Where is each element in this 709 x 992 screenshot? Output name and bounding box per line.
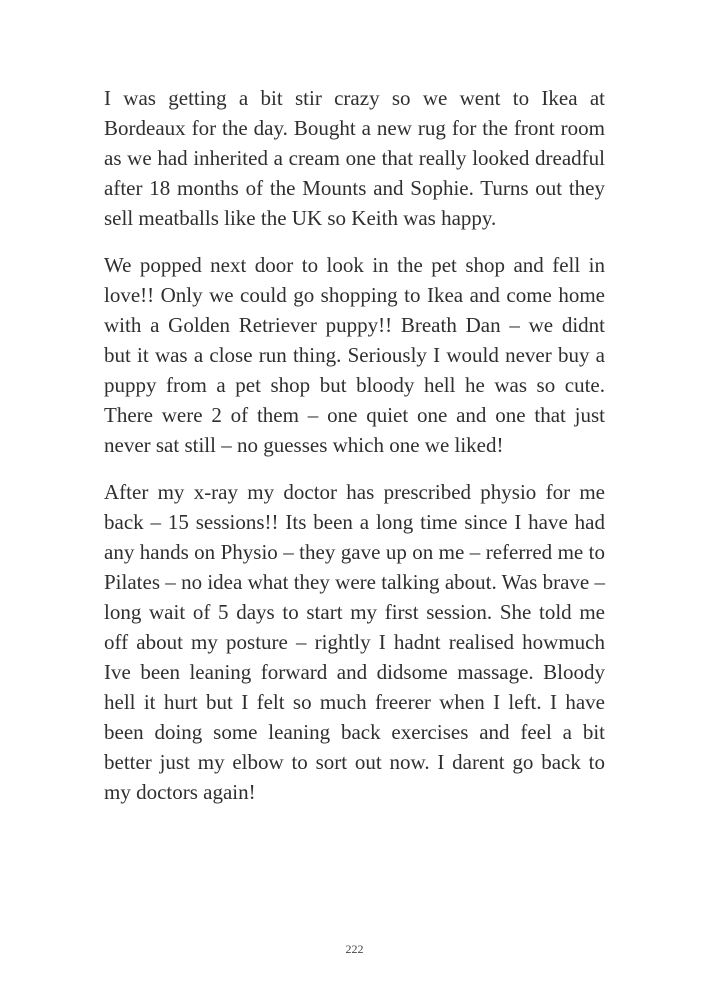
- paragraph-ikea-trip: I was getting a bit stir crazy so we went to Ikea at Bordeaux for the day. Bought a new rug for the front room as we had inherited a cream one that really looked dreadful after 18 months of the Mounts and Sophie. Turns out they sell meatballs like the UK so Keith was happy.: [104, 86, 605, 230]
- page-number: 222: [345, 942, 364, 956]
- body-text: [104, 83, 605, 824]
- paragraph-pet-shop: We popped next door to look in the pet shop and fell in love!! Only we could go shopping to Ikea and come home with a Golden Retriever puppy!! Breath Dan – we didnt but it was a close run thing. Seriously I would never buy a puppy from a pet shop but bloody hell he was so cute. There were 2 of them – one quiet one and one that just never sat still – no guesses which one we liked!: [104, 253, 605, 457]
- paragraph-physio: After my x-ray my doctor has prescribed physio for me back – 15 sessions!! Its been a long time since I have had any hands on Physio – they gave up on me – referred me to Pilates – no idea what they were talking about. Was brave – long wait of 5 days to start my first session. She told me off about my posture – rightly I hadnt realised howmuch Ive been leaning forward and didsome massage. Bloody hell it hurt but I felt so much freerer when I left. I have been doing some leaning back exercises and feel a bit better just my elbow to sort out now. I darent go back to my doctors again!: [104, 480, 605, 804]
